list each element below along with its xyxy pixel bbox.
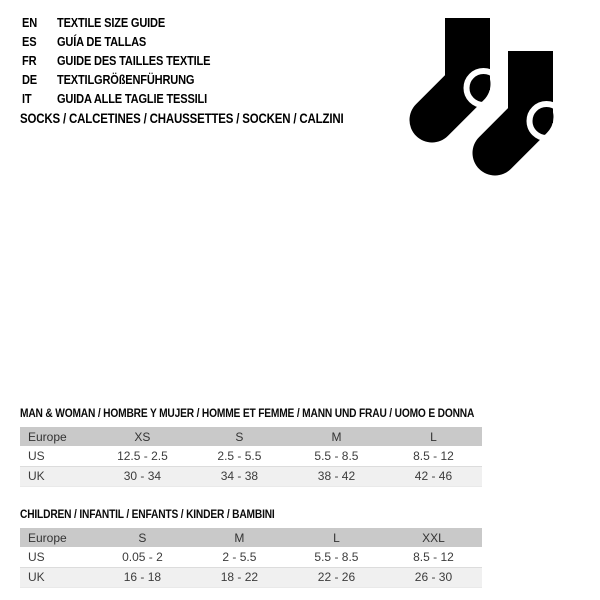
region-cell: UK: [28, 570, 45, 584]
region-cell: US: [28, 448, 45, 463]
column-header: XXL: [422, 530, 445, 545]
size-cell: 30 - 34: [123, 469, 162, 483]
column-header: Europe: [28, 429, 67, 444]
column-header: S: [235, 429, 244, 444]
language-label: GUÍA DE TALLAS: [57, 34, 147, 49]
column-header: Europe: [28, 530, 67, 545]
column-header: S: [138, 530, 147, 545]
size-cell: 42 - 46: [414, 469, 453, 483]
column-header: M: [234, 530, 245, 545]
size-cell: 12.5 - 2.5: [117, 448, 168, 463]
socks-icon: [405, 5, 575, 180]
size-cell: 8.5 - 12: [413, 448, 454, 463]
language-row: [22, 13, 237, 32]
size-table: [20, 528, 482, 588]
size-cell: 0.05 - 2: [122, 549, 163, 564]
language-list: [22, 13, 237, 108]
size-cell: 16 - 18: [123, 570, 162, 584]
region-cell: US: [28, 549, 45, 564]
table-row: [20, 446, 482, 466]
language-label: GUIDA ALLE TAGLIE TESSILI: [57, 91, 208, 106]
sock-left: [432, 18, 501, 120]
size-cell: 34 - 38: [220, 469, 259, 483]
size-cell: 5.5 - 8.5: [314, 448, 359, 463]
language-code: FR: [22, 53, 37, 68]
column-header: L: [333, 530, 340, 545]
table-row: [20, 567, 482, 587]
language-code: IT: [22, 91, 32, 106]
table-row: [20, 547, 482, 567]
column-header: L: [430, 429, 437, 444]
size-table-children: [20, 507, 482, 588]
language-label: GUIDE DES TAILLES TEXTILE: [57, 53, 211, 68]
size-cell: 22 - 26: [317, 570, 356, 584]
table-title: MAN & WOMAN / HOMBRE Y MUJER / HOMME ET FEMME / MANN UND FRAU / UOMO E DONNA: [20, 406, 475, 420]
table-header-row: [20, 427, 482, 446]
size-cell: 18 - 22: [220, 570, 259, 584]
column-header: M: [331, 429, 342, 444]
size-cell: 2.5 - 5.5: [217, 448, 262, 463]
language-label: TEXTILGRÖßENFÜHRUNG: [57, 72, 195, 87]
language-code: EN: [22, 15, 38, 30]
sock-right: [495, 51, 564, 153]
category-title: SOCKS / CALCETINES / CHAUSSETTES / SOCKEN / CALZINI: [20, 111, 344, 126]
size-cell: 5.5 - 8.5: [314, 549, 359, 564]
language-row: [22, 51, 237, 70]
column-header: XS: [134, 429, 151, 444]
size-cell: 38 - 42: [317, 469, 356, 483]
table-title: CHILDREN / INFANTIL / ENFANTS / KINDER / BAMBINI: [20, 507, 275, 521]
size-cell: 26 - 30: [414, 570, 453, 584]
language-row: [22, 89, 237, 108]
region-cell: UK: [28, 469, 45, 483]
size-cell: 8.5 - 12: [413, 549, 454, 564]
table-header-row: [20, 528, 482, 547]
size-cell: 2 - 5.5: [222, 549, 257, 564]
size-table-man-woman: [20, 406, 482, 487]
language-code: ES: [22, 34, 37, 49]
table-row: [20, 466, 482, 486]
language-row: [22, 70, 237, 89]
language-row: [22, 32, 237, 51]
size-table: [20, 427, 482, 487]
language-code: DE: [22, 72, 38, 87]
language-label: TEXTILE SIZE GUIDE: [57, 15, 166, 30]
